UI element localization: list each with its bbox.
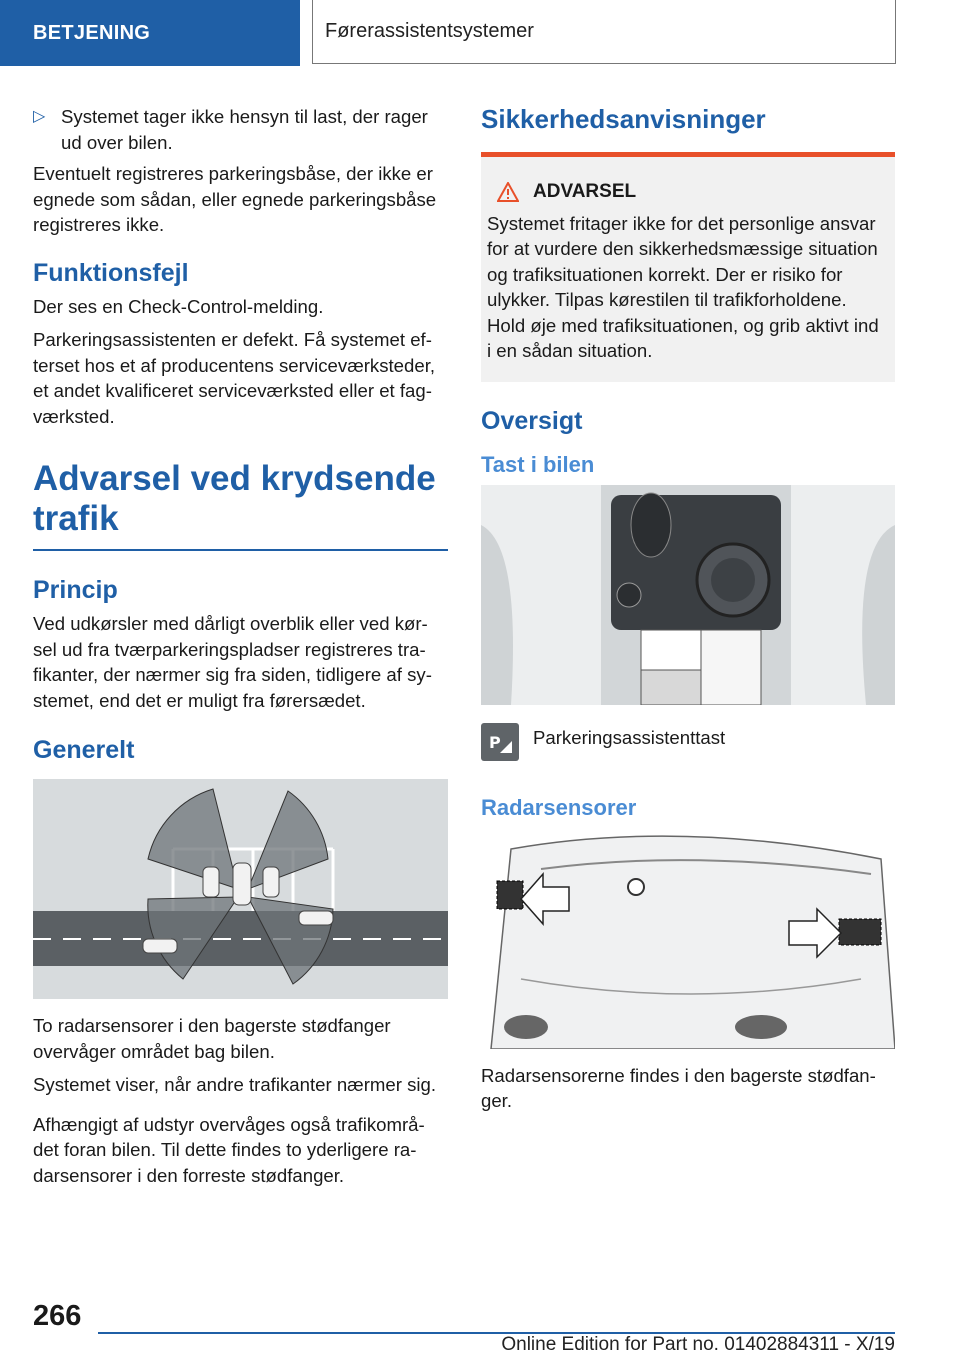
chapter-tab: Førerassistentsystemer xyxy=(312,0,896,64)
section-heading-sikkerhed: Sikkerhedsanvisninger xyxy=(481,104,766,134)
paragraph: To radarsensorer i den bagerste stødfanger overvåger området bag bilen. xyxy=(33,1015,391,1062)
paragraph: Systemet viser, når andre trafikanter nærmer sig. xyxy=(33,1074,437,1095)
section-heading-princip: Princip xyxy=(33,576,118,604)
svg-text:P: P xyxy=(489,733,501,752)
section-heading-oversigt: Oversigt xyxy=(481,406,583,435)
paragraph: Radarsensorerne findes i den bagerste stødfan- ger. xyxy=(481,1064,876,1111)
bullet-item xyxy=(33,104,448,155)
paragraph: Eventuelt registreres parkeringsbåse, der ikke er egnede som sådan, eller egnede parkeringsbåse registreres ikke. xyxy=(33,163,437,235)
caption-text: Parkeringsassistenttast xyxy=(533,727,726,748)
warning-label: ADVARSEL xyxy=(533,181,637,202)
bullet-text: Systemet tager ikke hensyn til last, der rager ud over bilen. xyxy=(61,106,428,153)
edition-info: Online Edition for Part no. 01402884311 - X/19 xyxy=(501,1334,895,1355)
console-photo xyxy=(481,485,895,705)
right-column xyxy=(481,104,895,1122)
paragraph: Parkeringsassistenten er defekt. Få systemet ef- terset hos et af producentens serviceværksteder, et andet kvalificeret serviceværksted eller et fag- værksted. xyxy=(33,329,436,427)
subheading-radar: Radarsensorer xyxy=(481,795,637,820)
subheading-tast: Tast i bilen xyxy=(481,451,595,477)
left-column xyxy=(33,104,448,1196)
section-tab: BETJENING xyxy=(0,0,300,66)
page-number: 266 xyxy=(33,1300,82,1332)
section-heading-generelt: Generelt xyxy=(33,736,135,764)
center-console-image xyxy=(481,485,895,705)
main-heading: Advarsel ved krydsende trafik xyxy=(33,459,448,551)
warning-text: Systemet fritager ikke for det personlige ansvar for at vurdere den sikkerhedsmæssige situation og trafiksituationen korrekt. Der er risiko for ulykker. Tilpas kørestilen til trafikforholdene. Hold øje med trafiksituationen, og grib aktivt ind i en sådan situation. xyxy=(487,212,879,361)
icon-caption xyxy=(481,723,895,761)
cross-traffic-diagram xyxy=(33,779,448,999)
paragraph: Der ses en Check-Control-melding. xyxy=(33,295,324,317)
warning-header xyxy=(487,179,887,205)
warning-triangle-icon xyxy=(497,182,519,202)
page-header xyxy=(0,0,960,68)
bullet-triangle-icon: ▷ xyxy=(33,108,46,125)
warning-box xyxy=(481,152,895,382)
paragraph: Ved udkørsler med dårligt overblik eller ved kør- sel ud fra tværparkeringspladser registreres tra- fikanter, der nærmer sig fra siden, tidligere af sy- stemet, end det er muligt fra førersædet. xyxy=(33,613,432,711)
rear-bumper-image xyxy=(481,829,895,1049)
paragraph: Afhængigt af udstyr overvåges også trafikområ- det foran bilen. Til dette findes to yderligere ra- darsensorer i den forreste stødfanger. xyxy=(33,1113,425,1186)
rear-bumper-photo xyxy=(481,829,895,1049)
cross-traffic-illustration xyxy=(33,779,448,999)
section-heading-funktionsfejl: Funktionsfejl xyxy=(33,258,189,287)
parking-assist-icon xyxy=(481,723,519,761)
